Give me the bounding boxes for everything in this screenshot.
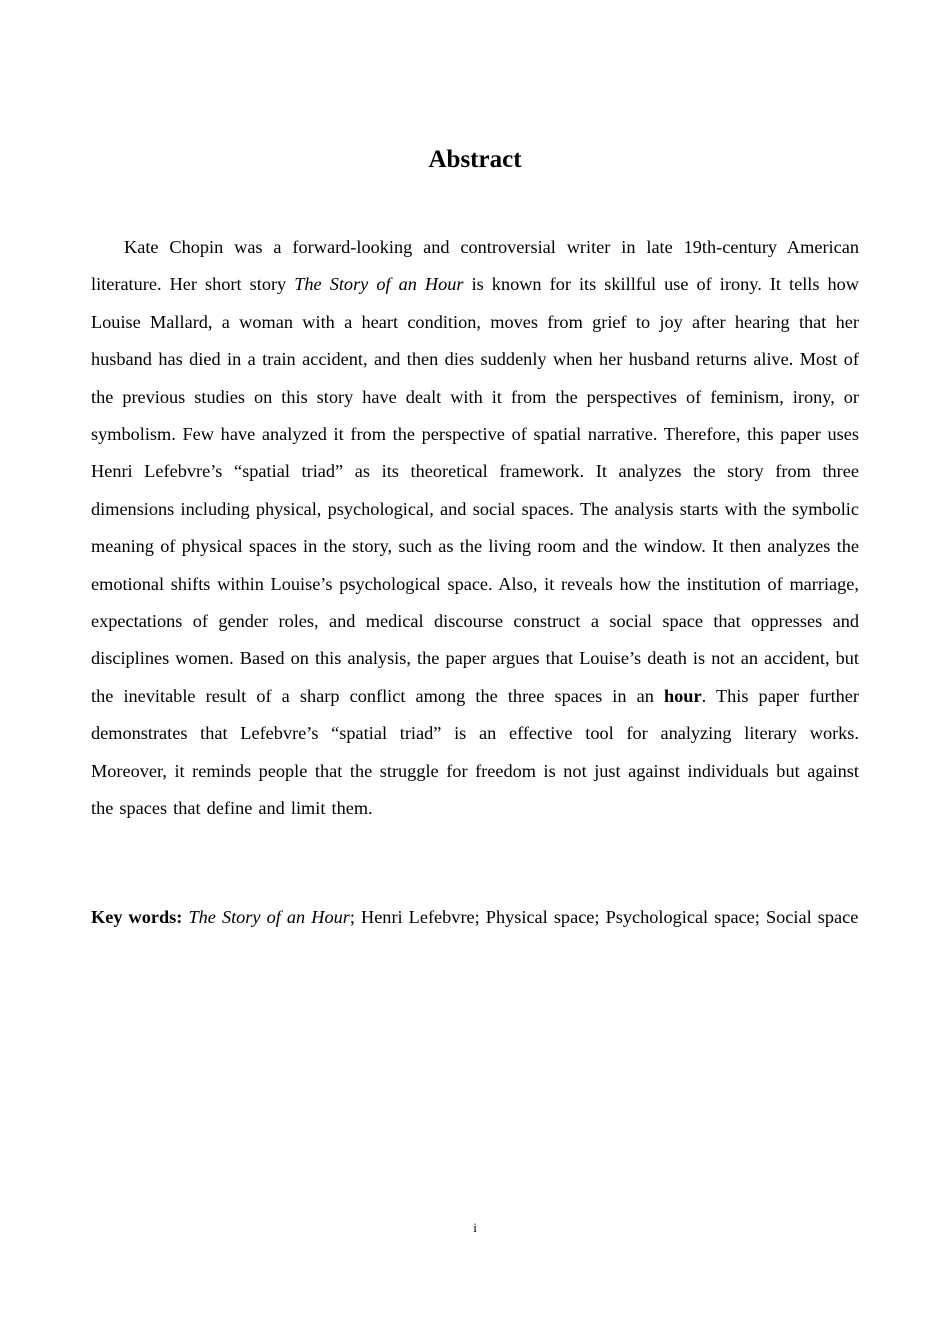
story-title-italic: The Story of an Hour bbox=[294, 274, 464, 295]
keywords-line bbox=[91, 899, 859, 936]
abstract-text-part-3: . This paper further demonstrates that Lefebvre’s “spatial triad” is an effective tool for analyzing literary works. Moreover, it reminds people that the struggle for freedom is not just against individuals but against the spaces that define and limit them. bbox=[91, 685, 859, 819]
keywords-label: Key words: bbox=[91, 907, 183, 927]
abstract-text-part-1: Kate Chopin was a forward-looking and controversial writer in late 19th-century American literature. Her short story bbox=[91, 237, 859, 295]
abstract-paragraph bbox=[91, 229, 859, 828]
page-number: i bbox=[473, 1220, 477, 1235]
page-title: Abstract bbox=[428, 146, 522, 173]
keyword-story-title: The Story of an Hour bbox=[188, 907, 350, 927]
keywords-rest: ; Henri Lefebvre; Physical space; Psychological space; Social space bbox=[349, 907, 859, 927]
abstract-text-part-2: is known for its skillful use of irony. It tells how Louise Mallard, a woman with a heart condition, moves from grief to joy after hearing that her husband has died in a train accident, and then dies suddenly when her husband returns alive. Most of the previous studies on this story have dealt with it from the perspectives of feminism, irony, or symbolism. Few have analyzed it from the perspective of spatial narrative. Therefore, this paper uses Henri Lefebvre’s “spatial triad” as its theoretical framework. It analyzes the story from three dimensions including physical, psychological, and social spaces. The analysis starts with the symbolic meaning of physical spaces in the story, such as the living room and the window. It then analyzes the emotional shifts within Louise’s psychological space. Also, it reveals how the institution of marriage, expectations of gender roles, and medical discourse construct a social space that oppresses and disciplines women. Based on this analysis, the paper argues that Louise’s death is not an accident, but the inevitable result of a sharp conflict among the three spaces in an bbox=[91, 274, 860, 706]
hour-bold-text: hour bbox=[664, 685, 702, 706]
